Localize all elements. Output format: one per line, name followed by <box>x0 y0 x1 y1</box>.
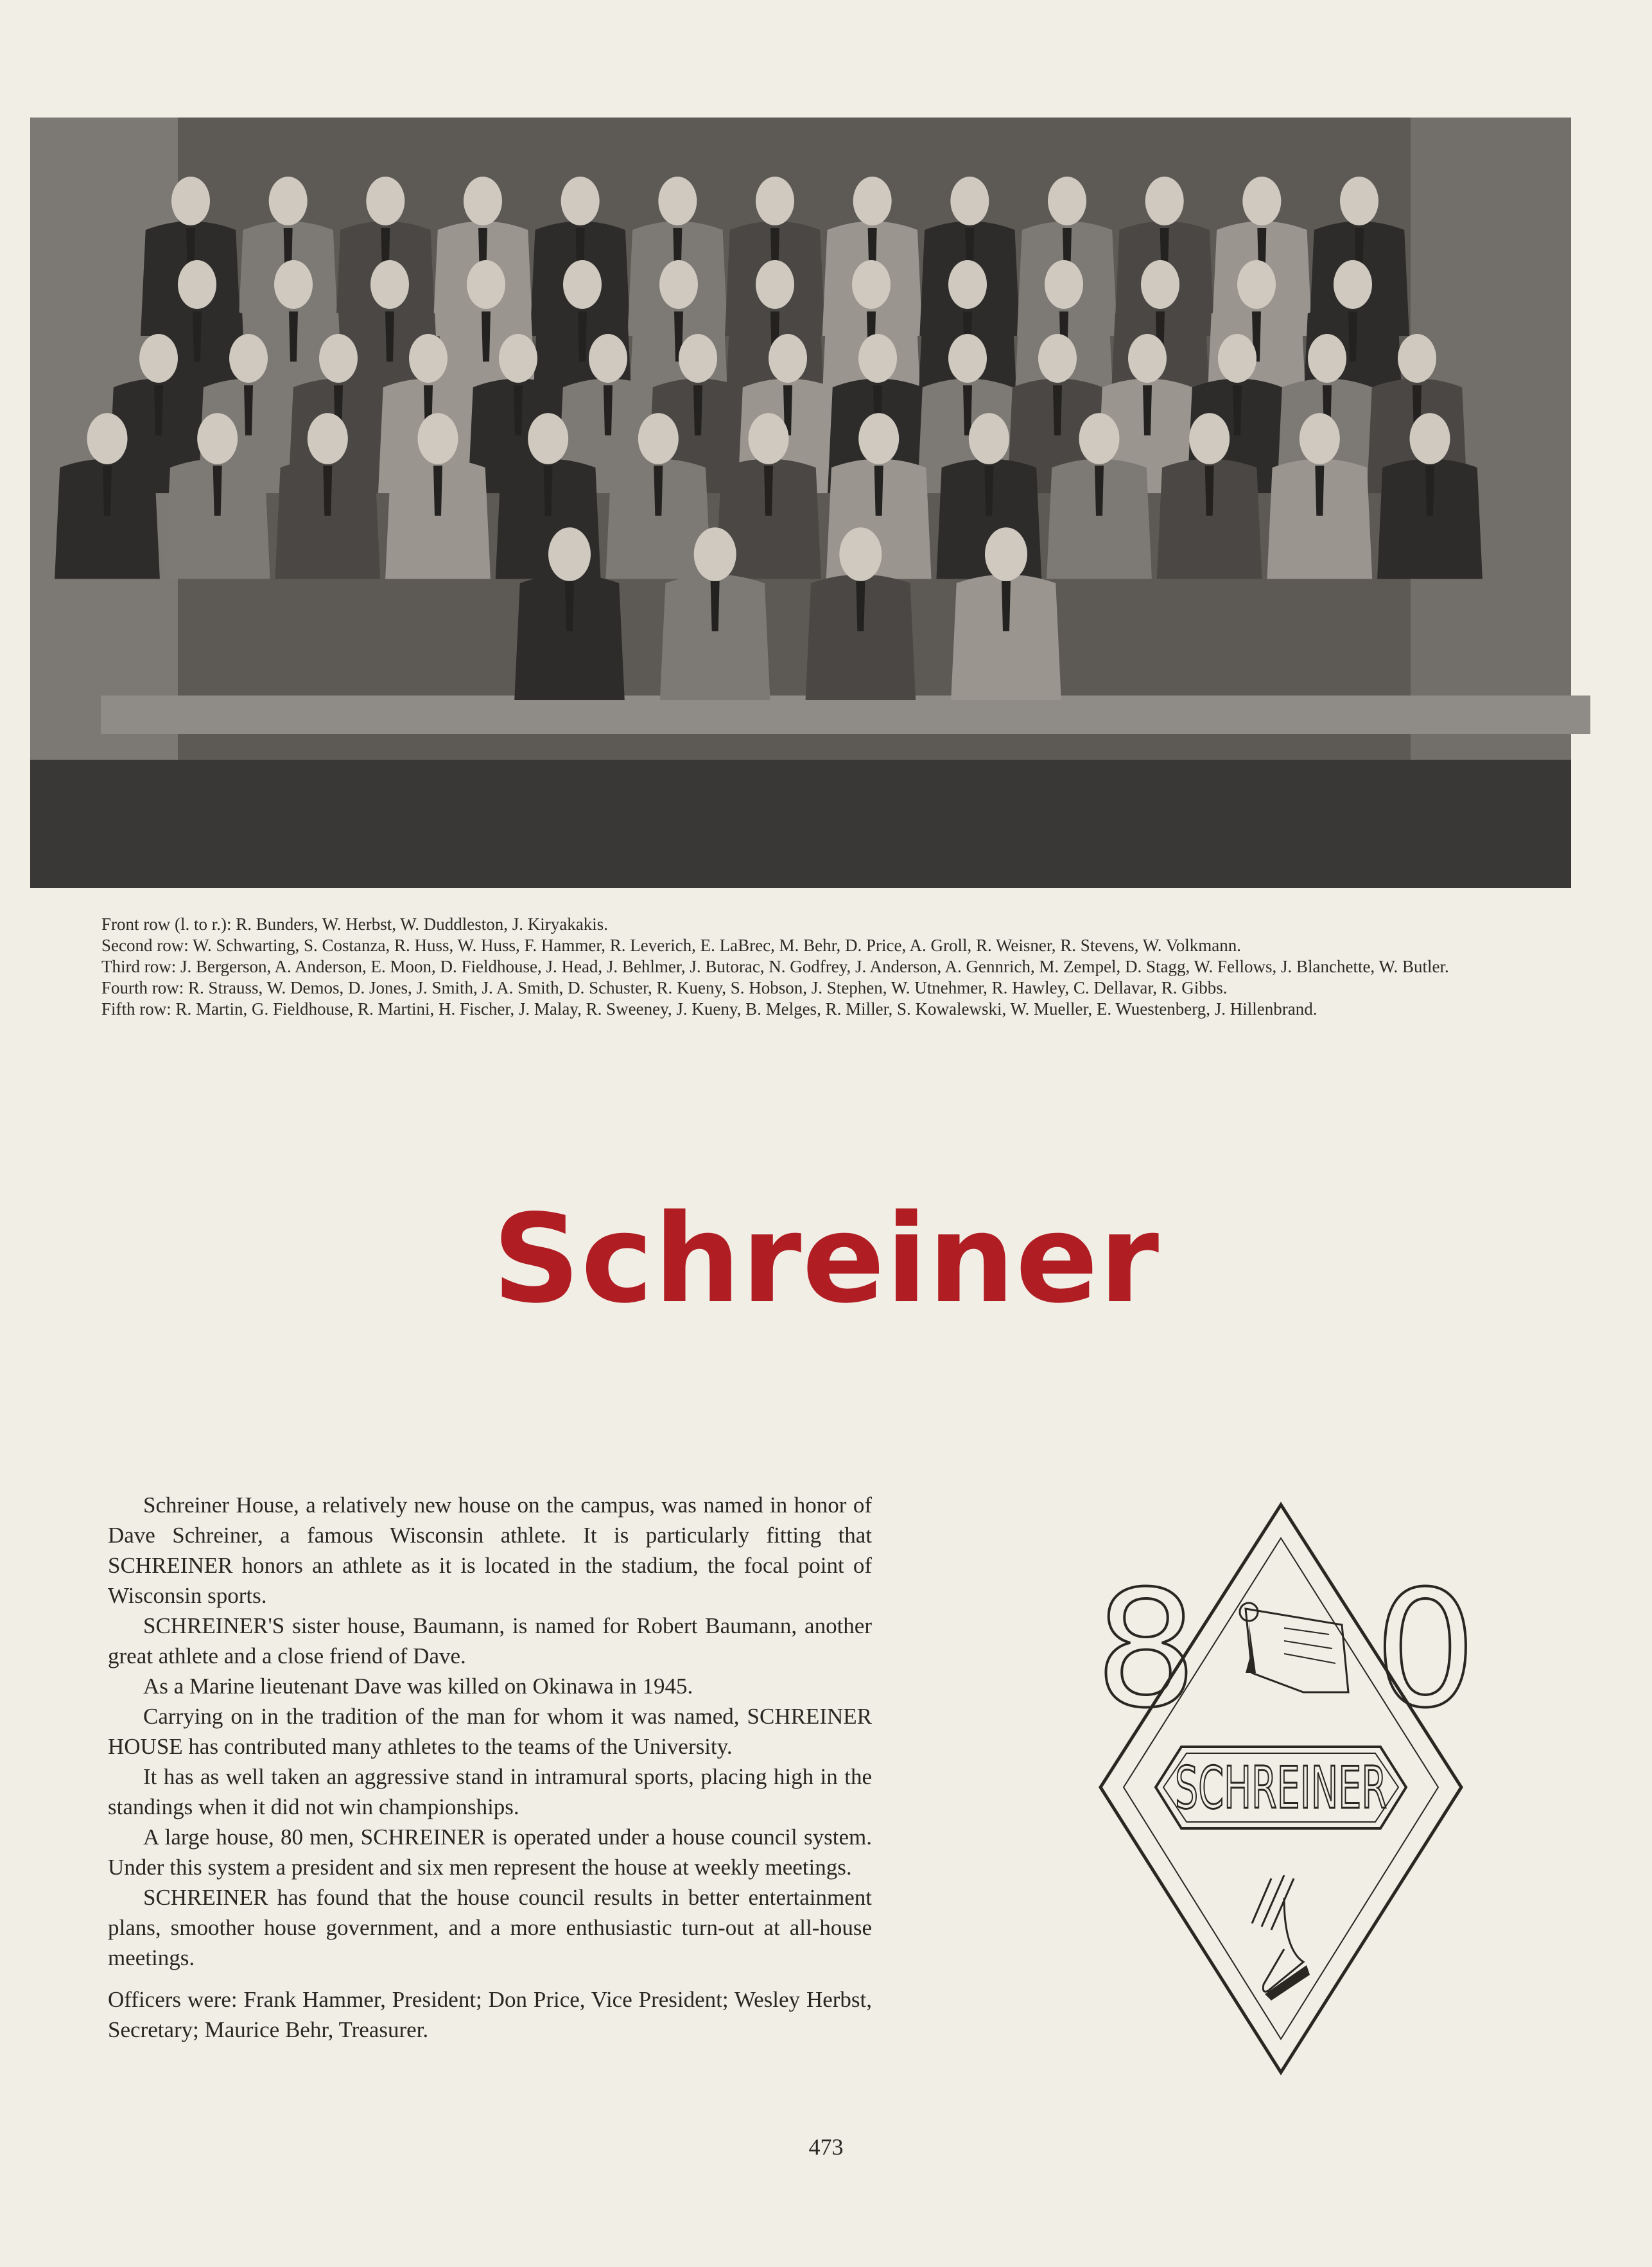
paragraph: Carrying on in the tradition of the man for whom it was named, SCHREINER HOUSE has contributed many athletes to the teams of the University. <box>108 1704 872 1759</box>
paragraph: SCHREINER'S sister house, Baumann, is named for Robert Baumann, another great athlete and a close friend of Dave. <box>108 1613 872 1668</box>
paragraph: As a Marine lieutenant Dave was killed on Okinawa in 1945. <box>143 1674 693 1699</box>
page-title: Schreiner <box>492 1188 1160 1330</box>
paragraph: SCHREINER has found that the house council results in better entertainment plans, smoother house government, and a more enthusiastic turn-out at all-house meetings. <box>108 1885 872 1970</box>
paragraph: A large house, 80 men, SCHREINER is operated under a house council system. Under this system a president and six men represent the house at weekly meetings. <box>108 1825 872 1880</box>
paragraph: Schreiner House, a relatively new house on the campus, was named in honor of Dave Schreiner, a famous Wisconsin athlete. It is particularly fitting that SCHREINER honors an athlete as it is located in the stadium, the focal point of Wisconsin sports. <box>108 1492 872 1608</box>
crest-name: SCHREINER <box>1175 1755 1387 1822</box>
group-photo <box>30 118 1571 888</box>
officers-list: Officers were: Frank Hammer, President; Don Price, Vice President; Wesley Herbst, Secretary; Maurice Behr, Treasurer. <box>108 1987 872 2042</box>
caption-third-row: Third row: J. Bergerson, A. Anderson, E. Moon, D. Fieldhouse, J. Head, J. Behlmer, J. Butorac, N. Godfrey, J. Anderson, A. Gennrich, M. Zempel, D. Stagg, W. Fellows, J. Blanchette, W. Butler. <box>101 957 1449 976</box>
caption-front-row: Front row (l. to r.): R. Bunders, W. Herbst, W. Duddleston, J. Kiryakakis. <box>101 915 608 934</box>
page-number: 473 <box>808 2134 844 2160</box>
caption-fifth-row: Fifth row: R. Martin, G. Fieldhouse, R. Martini, H. Fischer, J. Malay, R. Sweeney, J. Kueny, B. Melges, R. Miller, S. Kowalewski, W. Mueller, E. Wuestenberg, J. Hillenbrand. <box>101 999 1317 1019</box>
caption-fourth-row: Fourth row: R. Strauss, W. Demos, D. Jones, J. Smith, J. A. Smith, D. Schuster, R. Kueny, S. Hobson, J. Stephen, W. Utnehmer, R. Hawley, C. Dellavar, R. Gibbs. <box>101 978 1228 997</box>
crest-digit-left: 8 <box>1095 1556 1197 1743</box>
paragraph: It has as well taken an aggressive stand in intramural sports, placing high in the standings when it did not win championships. <box>108 1764 872 1819</box>
house-crest <box>1091 1500 1477 2078</box>
photo-caption <box>101 914 1508 1020</box>
group-photo-drawing <box>30 118 1571 888</box>
crest-digit-right: 0 <box>1374 1556 1477 1743</box>
caption-second-row: Second row: W. Schwarting, S. Costanza, R. Huss, W. Huss, F. Hammer, R. Leverich, E. LaBrec, M. Behr, D. Price, A. Groll, R. Weisner, R. Stevens, W. Volkmann. <box>101 936 1242 955</box>
diploma-scroll-icon <box>1240 1603 1348 1692</box>
article-body <box>108 1490 872 2045</box>
winged-shoe-icon <box>1252 1875 1310 2000</box>
